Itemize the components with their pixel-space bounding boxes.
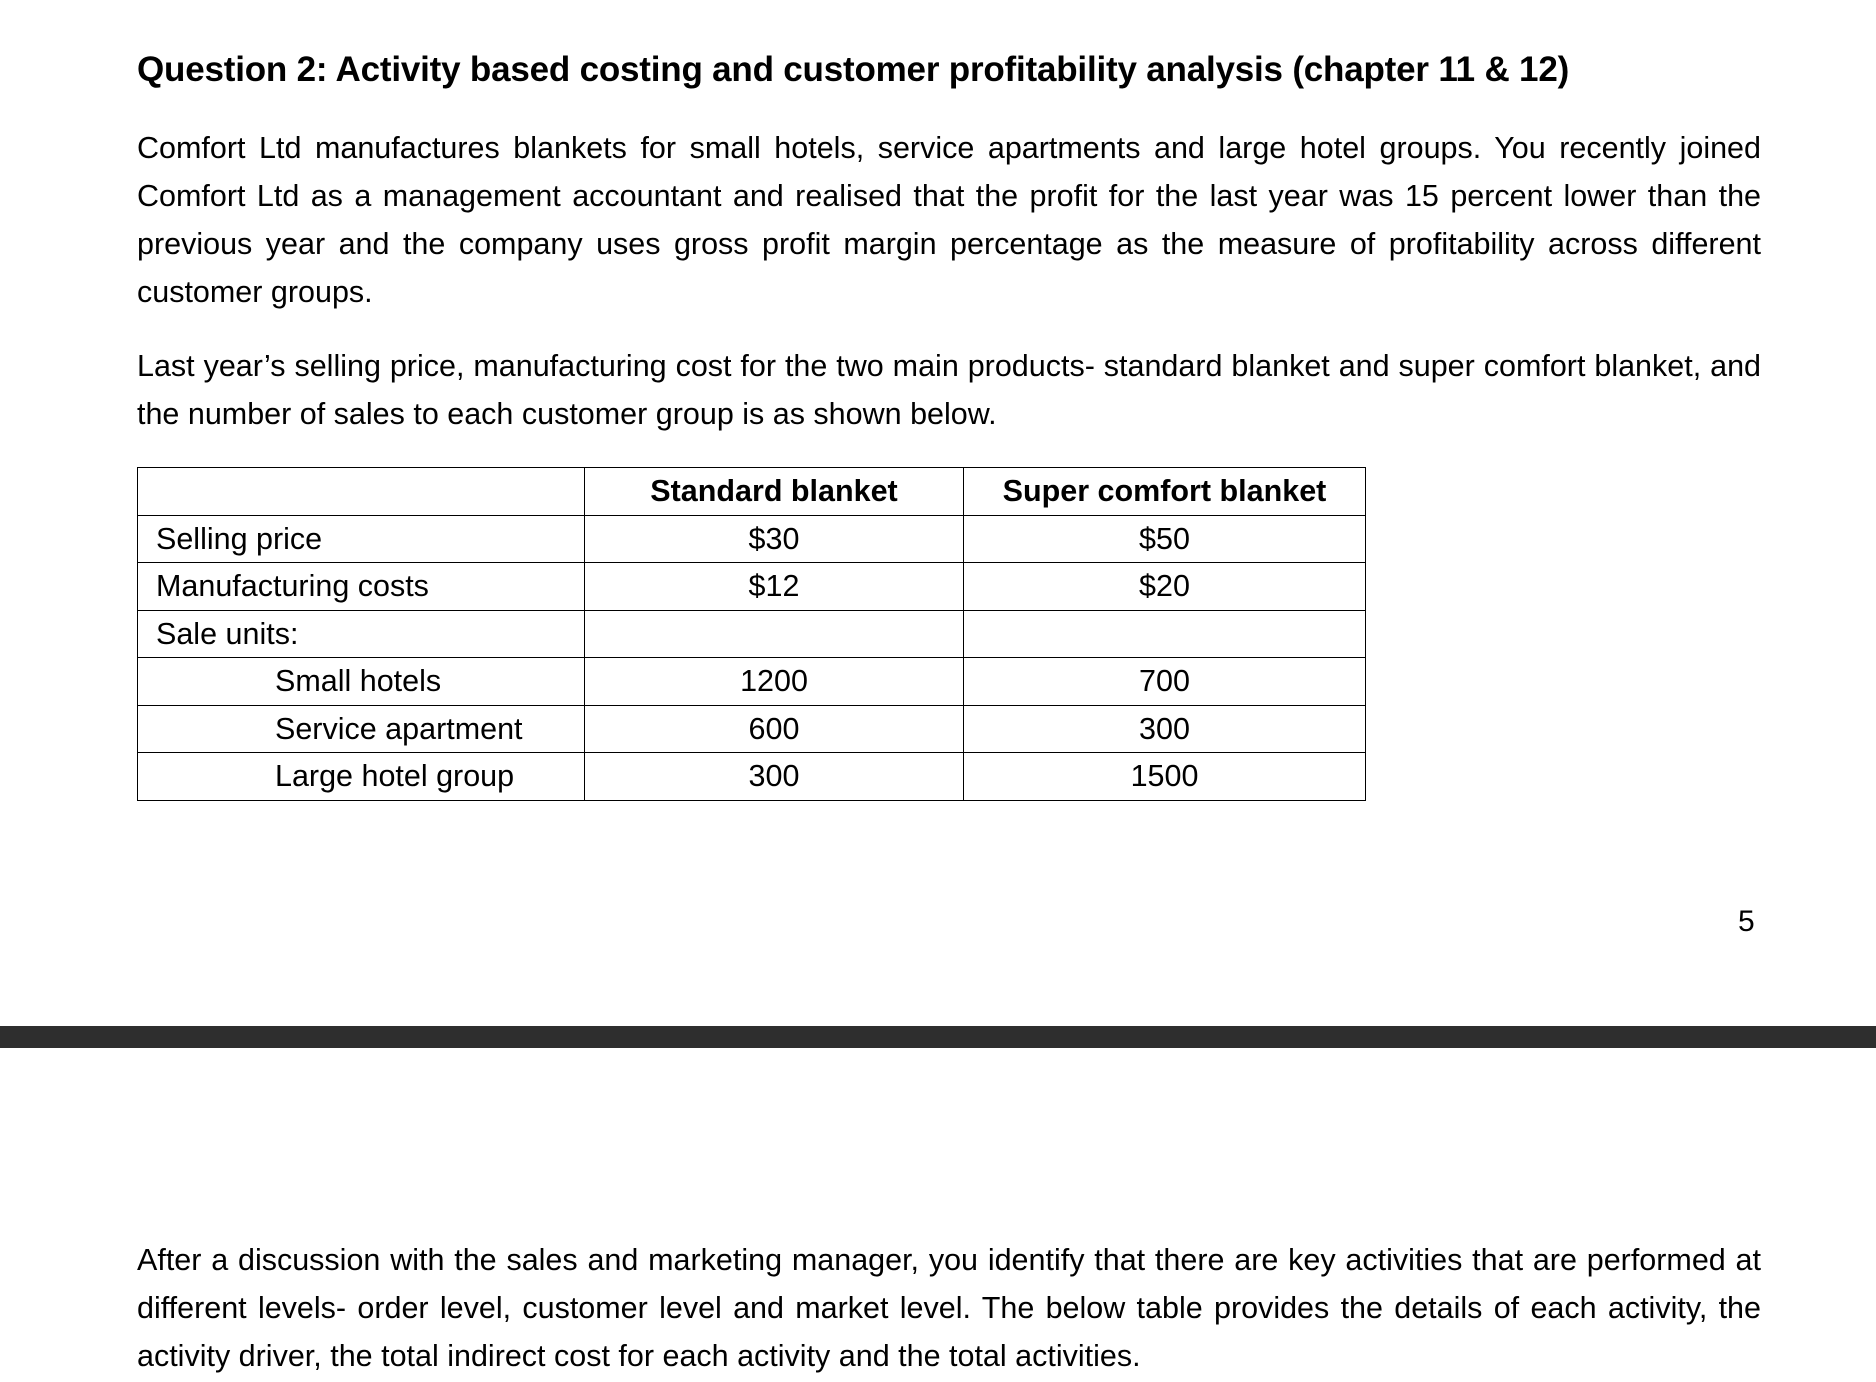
cell-standard: 600	[585, 705, 964, 753]
pricing-paragraph: Last year’s selling price, manufacturing cost for the two main products- standard blanket and super comfort blanket, and the number of sales to each customer group is as shown below.	[137, 349, 1761, 431]
table-header-row	[138, 468, 1366, 516]
row-label: Sale units:	[138, 610, 585, 658]
row-label: Small hotels	[138, 658, 585, 706]
table-row	[138, 705, 1366, 753]
cell-super	[964, 610, 1366, 658]
cell-standard: 300	[585, 753, 964, 801]
table-row	[138, 515, 1366, 563]
table-row	[138, 658, 1366, 706]
table-row	[138, 563, 1366, 611]
question-heading: Question 2: Activity based costing and customer profitability analysis (chapter 11 & 12)	[137, 50, 1570, 89]
header-standard-blanket: Standard blanket	[585, 468, 964, 516]
cell-standard: $30	[585, 515, 964, 563]
page-number: 5	[1738, 905, 1755, 938]
cell-super: $20	[964, 563, 1366, 611]
product-sales-table	[137, 467, 1366, 801]
cell-super: $50	[964, 515, 1366, 563]
cell-standard: 1200	[585, 658, 964, 706]
table-row	[138, 610, 1366, 658]
row-label: Selling price	[138, 515, 585, 563]
row-label: Manufacturing costs	[138, 563, 585, 611]
row-label: Service apartment	[138, 705, 585, 753]
header-super-comfort-blanket: Super comfort blanket	[964, 468, 1366, 516]
header-empty	[138, 468, 585, 516]
cell-super: 1500	[964, 753, 1366, 801]
cell-standard	[585, 610, 964, 658]
page-break-divider	[0, 1026, 1876, 1048]
table-row	[138, 753, 1366, 801]
cell-super: 700	[964, 658, 1366, 706]
cell-standard: $12	[585, 563, 964, 611]
cell-super: 300	[964, 705, 1366, 753]
row-label: Large hotel group	[138, 753, 585, 801]
activities-paragraph: After a discussion with the sales and marketing manager, you identify that there are key activities that are performed at different levels- order level, customer level and market level. The below table provides the details of each activity, the activity driver, the total indirect cost for each activity and the total activities.	[137, 1243, 1761, 1373]
intro-paragraph: Comfort Ltd manufactures blankets for small hotels, service apartments and large hotel groups. You recently joined Comfort Ltd as a management accountant and realised that the profit for the last year was 15 percent lower than the previous year and the company uses gross profit margin percentage as the measure of profitability across different customer groups.	[137, 131, 1761, 309]
